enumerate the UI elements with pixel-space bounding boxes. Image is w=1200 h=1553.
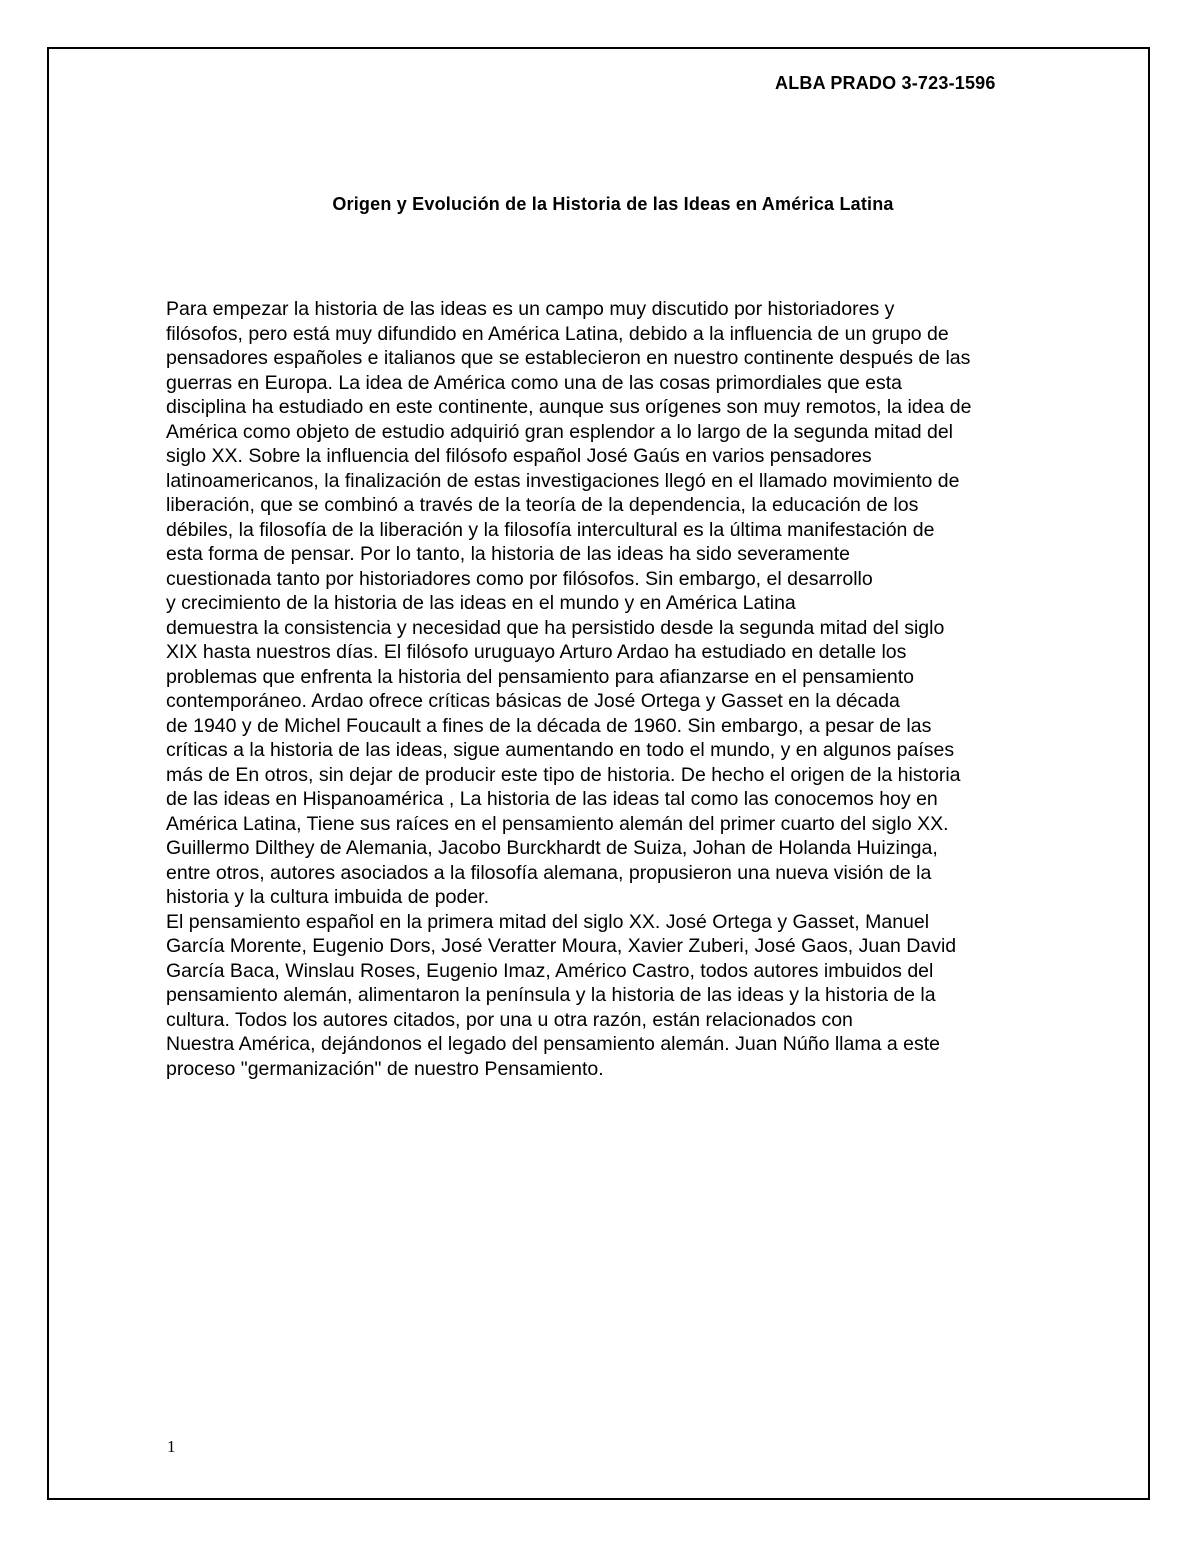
body-line: García Morente, Eugenio Dors, José Veratter Moura, Xavier Zuberi, José Gaos, Juan David (166, 935, 957, 957)
body-line: El pensamiento español en la primera mitad del siglo XX. José Ortega y Gasset, Manuel (166, 910, 930, 933)
body-line: Guillermo Dilthey de Alemania, Jacobo Burckhardt de Suiza, Johan de Holanda Huizinga, (166, 837, 938, 859)
body-line: latinoamericanos, la finalización de estas investigaciones llegó en el llamado movimiento de (166, 469, 960, 492)
body-line: débiles, la filosofía de la liberación y la filosofía intercultural es la última manifestación de (166, 518, 935, 541)
body-line: América como objeto de estudio adquirió gran esplendor a lo largo de la segunda mitad del (166, 420, 953, 443)
body-line: historia y la cultura imbuida de poder. (166, 886, 490, 908)
body-line: Para empezar la historia de las ideas es un campo muy discutido por historiadores y (166, 298, 895, 320)
body-text (166, 297, 1066, 1081)
body-line: García Baca, Winslau Roses, Eugenio Imaz, Américo Castro, todos autores imbuidos del (166, 959, 934, 982)
body-line: demuestra la consistencia y necesidad que ha persistido desde la segunda mitad del siglo (166, 616, 945, 639)
body-line: más de En otros, sin dejar de producir este tipo de historia. De hecho el origen de la historia (166, 763, 961, 786)
body-line: de las ideas en Hispanoamérica , La historia de las ideas tal como las conocemos hoy en (166, 788, 938, 810)
body-line: y crecimiento de la historia de las ideas en el mundo y en América Latina (166, 592, 796, 614)
body-line: liberación, que se combinó a través de la teoría de la dependencia, la educación de los (166, 494, 919, 516)
body-line: críticas a la historia de las ideas, sigue aumentando en todo el mundo, y en algunos países (166, 739, 955, 761)
body-line: pensamiento alemán, alimentaron la península y la historia de las ideas y la historia de la (166, 984, 936, 1006)
document-title: Origen y Evolución de la Historia de las Ideas en América Latina (332, 194, 894, 214)
body-line: guerras en Europa. La idea de América como una de las cosas primordiales que esta (166, 371, 903, 394)
body-line: filósofos, pero está muy difundido en América Latina, debido a la influencia de un grupo de (166, 322, 949, 345)
page-number: 1 (167, 1437, 176, 1456)
body-line: Nuestra América, dejándonos el legado del pensamiento alemán. Juan Núño llama a este (166, 1033, 940, 1055)
body-line: disciplina ha estudiado en este continente, aunque sus orígenes son muy remotos, la idea de (166, 396, 972, 418)
author-header: ALBA PRADO 3-723-1596 (775, 73, 996, 93)
body-line: proceso "germanización" de nuestro Pensamiento. (166, 1057, 604, 1080)
body-line: cuestionada tanto por historiadores como por filósofos. Sin embargo, el desarrollo (166, 567, 873, 590)
body-line: cultura. Todos los autores citados, por una u otra razón, están relacionados con (166, 1008, 853, 1031)
body-line: América Latina, Tiene sus raíces en el pensamiento alemán del primer cuarto del siglo XX. (166, 812, 949, 835)
body-line: contemporáneo. Ardao ofrece críticas básicas de José Ortega y Gasset en la década (166, 690, 900, 712)
body-line: entre otros, autores asociados a la filosofía alemana, propusieron una nueva visión de la (166, 861, 932, 884)
body-line: esta forma de pensar. Por lo tanto, la historia de las ideas ha sido severamente (166, 543, 850, 565)
body-line: siglo XX. Sobre la influencia del filósofo español José Gaús en varios pensadores (166, 445, 872, 467)
body-line: pensadores españoles e italianos que se establecieron en nuestro continente después de las (166, 347, 971, 369)
body-line: XIX hasta nuestros días. El filósofo uruguayo Arturo Ardao ha estudiado en detalle los (166, 641, 907, 663)
body-line: problemas que enfrenta la historia del pensamiento para afianzarse en el pensamiento (166, 665, 914, 688)
body-line: de 1940 y de Michel Foucault a fines de la década de 1960. Sin embargo, a pesar de las (166, 714, 932, 737)
